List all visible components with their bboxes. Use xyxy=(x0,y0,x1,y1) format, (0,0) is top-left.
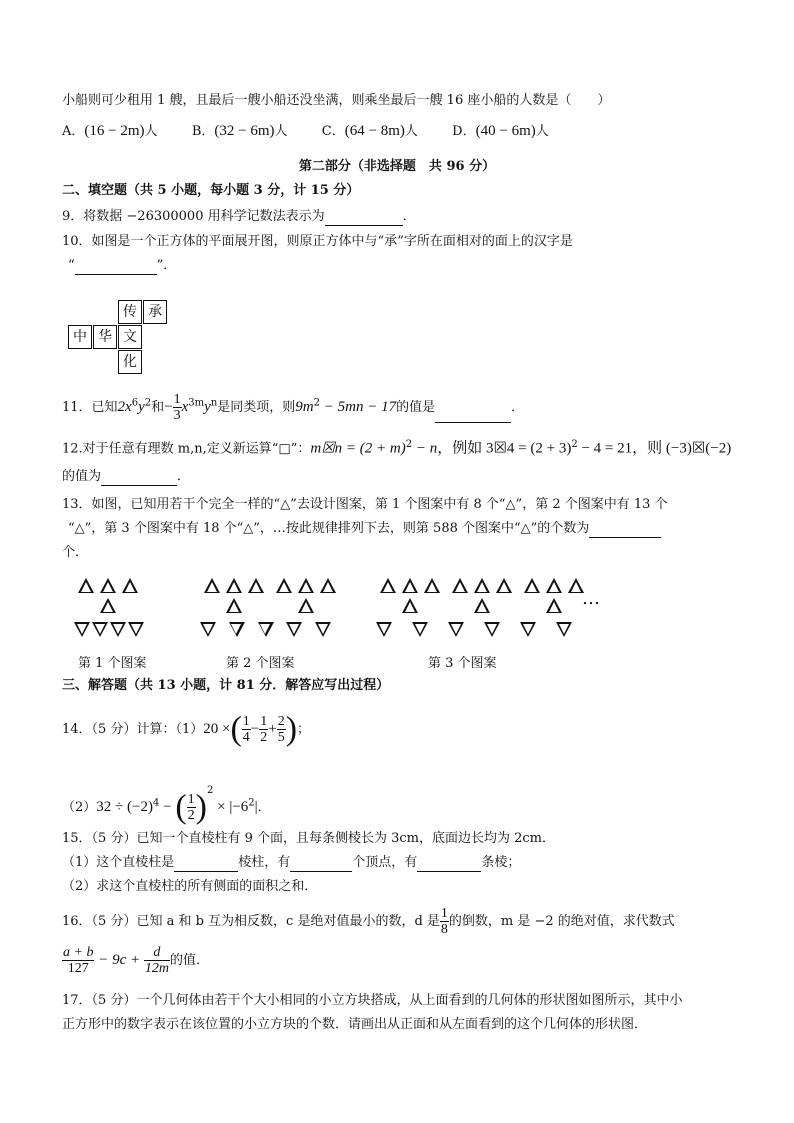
q14-f2-den: 2 xyxy=(260,730,268,745)
q16-l1-a: 16．（5 分）已知 a 和 b 互为相反数，c 是绝对值最小的数，d 是 xyxy=(62,914,440,929)
q10-blank-line xyxy=(68,257,176,275)
option-a[interactable] xyxy=(62,124,158,139)
q17-line1: 17．（5 分）一个几何体由若干个大小相同的小立方块搭成，从上面看到的几何体的形状图如图所示，其中小 xyxy=(62,993,683,1008)
q14-p2-minus: − xyxy=(159,799,176,815)
q14-p2-frac xyxy=(187,792,196,823)
q11-frac-num: 1 xyxy=(173,392,181,407)
pattern-2-up-triangle xyxy=(276,578,292,593)
q12-line2-text: 的值为 xyxy=(62,469,102,484)
net-cell-hua: 华 xyxy=(93,325,117,349)
q14-p2-a-exp: 4 xyxy=(152,797,160,809)
q12-example-exp: 2 xyxy=(571,439,578,450)
q16-frac xyxy=(440,906,449,937)
q15-l2-a: （1）这个直棱柱是 xyxy=(62,855,175,870)
q11-expr: 9m xyxy=(295,399,314,415)
q14-end1: ； xyxy=(297,722,311,737)
option-d-expr: (40 − 6m) xyxy=(475,123,536,139)
pattern-1-down-triangle xyxy=(128,622,144,637)
pattern-1-down-triangle xyxy=(110,622,126,637)
q11-prefix: 11．已知 xyxy=(62,400,118,415)
pattern-2-up-triangle xyxy=(204,578,220,593)
pattern-1-down-triangle xyxy=(74,622,90,637)
q9-answer-blank[interactable] xyxy=(325,211,403,226)
q14-prefix: 14．（5 分）计算：（1） xyxy=(62,722,204,737)
q14-f3-num: 2 xyxy=(277,714,285,729)
pattern-2-down-triangle xyxy=(200,622,216,637)
pattern-3-up-triangle xyxy=(524,578,540,593)
pattern-3-up-triangle xyxy=(424,578,440,593)
option-d-label: D． xyxy=(452,124,476,139)
q9-end: ． xyxy=(402,209,416,224)
pattern-3-up-triangle xyxy=(546,578,562,593)
q11-mid: 是同类项，则 xyxy=(217,400,296,415)
q16-expr-mid: − 9c + xyxy=(94,952,144,968)
q11-exp2: 3m xyxy=(188,397,205,409)
q14-p2-a: 32 ÷ (−2) xyxy=(96,799,153,815)
pattern-3-down-triangle xyxy=(412,622,428,637)
q12-text: 12.对于任意有理数 m,n,定义新运算“□”： xyxy=(62,441,311,457)
pattern-2-down-triangle xyxy=(258,622,274,637)
q11-minus: − xyxy=(164,399,173,415)
q14-p2-abs: |−6 xyxy=(229,799,249,815)
q14-p2-abs-exp: 2 xyxy=(248,797,255,809)
q15-blank-2[interactable] xyxy=(290,857,352,872)
q16-frac-den: 8 xyxy=(440,922,448,937)
pattern-2-up-triangle xyxy=(298,578,314,593)
net-cell-wen: 文 xyxy=(118,325,142,349)
caption-pattern-3: 第 3 个图案 xyxy=(428,656,497,671)
q13-line2-text: “△”，第 3 个图案中有 18 个“△”，…按此规律排列下去，则第 588 个图案中“△”的个数为 xyxy=(68,521,590,536)
q14-op2: + xyxy=(268,721,277,737)
q14-end2: ． xyxy=(257,800,271,815)
q9 xyxy=(62,208,416,226)
pattern-2-down-triangle xyxy=(229,622,245,637)
q14-part2 xyxy=(62,774,271,825)
pattern-3-down-triangle xyxy=(484,622,500,637)
q11-frac-den: 3 xyxy=(173,408,181,423)
pattern-3-down-triangle xyxy=(556,622,572,637)
q16-expr-end: 的值． xyxy=(169,953,209,968)
q15-line2 xyxy=(62,854,520,872)
q11-term2b: y xyxy=(204,399,211,415)
q11-term2: x xyxy=(181,399,189,415)
option-d-unit: 人 xyxy=(535,124,549,139)
q15-blank-1[interactable] xyxy=(174,857,238,872)
q14-op1: − xyxy=(250,721,260,737)
q12-line2 xyxy=(62,468,190,486)
q11-expr-rest: − 5mn − 17 xyxy=(320,399,397,415)
q15-line1: 15．（5 分）已知一个直棱柱有 9 个面，且每条侧棱长为 3cm，底面边长均为 2cm． xyxy=(62,831,556,846)
pattern-2-middle-triangle xyxy=(226,598,242,613)
q10-answer-blank[interactable] xyxy=(75,260,157,275)
caption-pattern-2: 第 2 个图案 xyxy=(226,656,295,671)
q14-p2-open-paren: ( xyxy=(175,788,187,826)
option-a-expr: (16 − 2m) xyxy=(84,123,145,139)
q14-part1 xyxy=(62,712,310,747)
pattern-3-up-triangle xyxy=(380,578,396,593)
pattern-1-up-triangle xyxy=(122,578,138,593)
option-c-label: C． xyxy=(321,124,345,139)
pattern-1-up-triangle xyxy=(100,578,116,593)
q16-expr-frac2-den: 12m xyxy=(144,961,169,976)
q14-lead: 20 × xyxy=(203,721,231,737)
q16-expr-frac2-num: d xyxy=(144,945,170,961)
q14-f2-num: 1 xyxy=(260,714,268,729)
option-b-unit: 人 xyxy=(274,124,288,139)
section3-title: 三、解答题（共 13 小题，计 81 分．解答应写出过程） xyxy=(62,678,390,693)
q14-f1-den: 4 xyxy=(242,730,250,745)
q11 xyxy=(62,392,524,423)
q16-l1-b: 的倒数，m 是 −2 的绝对值，求代数式 xyxy=(448,914,675,929)
q15-l2-d: 条棱； xyxy=(481,855,521,870)
q12-example: ，例如 3☒4 = (2 + 3) xyxy=(437,440,572,457)
q14-p2-frac-num: 1 xyxy=(187,792,195,807)
pattern-3-up-triangle xyxy=(474,578,490,593)
q12-answer-blank[interactable] xyxy=(101,471,177,486)
q11-term1: 2x xyxy=(117,399,132,415)
q14-p2-close-paren: ) xyxy=(195,788,207,826)
pattern-3-middle-triangle xyxy=(402,598,418,613)
pattern-2-up-triangle xyxy=(248,578,264,593)
q16-frac-num: 1 xyxy=(440,906,448,921)
net-cell-zhong: 中 xyxy=(68,325,92,349)
q11-exp1b: 2 xyxy=(144,397,152,409)
section2-title: 二、填空题（共 5 小题，每小题 3 分，计 15 分） xyxy=(62,183,360,198)
q13-line2 xyxy=(68,520,661,538)
option-d[interactable] xyxy=(452,124,549,139)
q12-def-rest: − n xyxy=(412,440,438,457)
q14-f3-den: 5 xyxy=(277,730,285,745)
option-b[interactable] xyxy=(192,124,288,139)
pattern-1-up-triangle xyxy=(78,578,94,593)
option-c-unit: 人 xyxy=(404,124,418,139)
pattern-2-down-triangle xyxy=(315,622,331,637)
q11-fraction xyxy=(173,392,182,423)
net-cell-cheng: 承 xyxy=(143,300,167,324)
q16-expr-frac1-num: a + b xyxy=(63,945,94,960)
q16-expr-frac1 xyxy=(62,945,94,976)
q16-line1 xyxy=(62,906,675,938)
q12-example-rest: − 4 = 21，则 (−3)☒(−2) xyxy=(577,440,732,457)
q12-line1 xyxy=(62,436,731,458)
q10-open-quote: “ xyxy=(68,258,75,273)
option-a-label: A． xyxy=(62,124,85,139)
q15-l2-c: 个顶点，有 xyxy=(352,855,418,870)
pattern-1-middle-triangle xyxy=(100,598,116,613)
pattern-3-up-triangle xyxy=(402,578,418,593)
q14-p2-times: × xyxy=(213,799,230,815)
q15-l2-b: 棱柱，有 xyxy=(238,855,291,870)
q11-answer-blank[interactable] xyxy=(435,408,511,423)
pattern-3-down-triangle xyxy=(448,622,464,637)
q9-text: 9．将数据 −26300000 用科学记数法表示为 xyxy=(62,209,325,224)
q11-term1b: y xyxy=(138,399,145,415)
option-a-unit: 人 xyxy=(144,124,158,139)
q14-f1-num: 1 xyxy=(242,714,250,729)
q16-line2 xyxy=(62,944,209,977)
q13-line1: 13．如图，已知用若干个完全一样的“△”去设计图案，第 1 个图案中有 8 个“△”，第 2 个图案中有 13 个 xyxy=(62,497,668,512)
q14-frac3 xyxy=(277,714,286,745)
q11-expr-exp: 2 xyxy=(313,397,321,409)
option-b-label: B． xyxy=(191,124,215,139)
option-c[interactable] xyxy=(322,124,418,139)
pattern-2-up-triangle xyxy=(320,578,336,593)
pattern-3-middle-triangle xyxy=(546,598,562,613)
net-cell-hua2: 化 xyxy=(118,350,142,374)
q8-options xyxy=(62,122,549,141)
q16-expr-frac2 xyxy=(144,945,170,976)
q12-definition: m☒n = (2 + m) xyxy=(310,440,406,457)
pattern-3-up-triangle xyxy=(452,578,468,593)
q16-expr-frac1-den: 127 xyxy=(67,961,89,976)
pattern-3-middle-triangle xyxy=(474,598,490,613)
pattern-2-down-triangle xyxy=(286,622,302,637)
q11-suffix: 的值是 xyxy=(396,400,436,415)
q11-exp2b: n xyxy=(210,397,218,409)
pattern-3-down-triangle xyxy=(376,622,392,637)
q15-blank-3[interactable] xyxy=(417,857,481,872)
q14-open-paren: ( xyxy=(230,710,242,748)
pattern-3-up-triangle xyxy=(496,578,512,593)
pattern-3-down-triangle xyxy=(520,622,536,637)
q13-line3: 个． xyxy=(62,545,89,560)
q14-frac1 xyxy=(242,714,251,745)
q14-p2-frac-den: 2 xyxy=(187,808,195,823)
q15-line3: （2）求这个直棱柱的所有侧面的面积之和． xyxy=(62,879,318,894)
pattern-1-down-triangle xyxy=(92,622,108,637)
option-b-expr: (32 − 6m) xyxy=(214,123,275,139)
q14-p2-sq: 2 xyxy=(206,785,214,796)
q11-and: 和 xyxy=(151,400,165,415)
q14-p2-abs-end: | xyxy=(254,799,258,815)
q12-end: ． xyxy=(177,469,191,484)
q10-close-quote: ”． xyxy=(156,258,177,273)
q17-line2: 正方形中的数字表示在该位置的小立方块的个数．请画出从正面和从左面看到的这个几何体的形状图． xyxy=(62,1017,648,1032)
q11-end: ． xyxy=(511,400,525,415)
pattern-2-middle-triangle xyxy=(298,598,314,613)
caption-pattern-1: 第 1 个图案 xyxy=(78,656,147,671)
ellipsis: … xyxy=(582,588,602,609)
option-c-expr: (64 − 8m) xyxy=(344,123,405,139)
q12-def-exp: 2 xyxy=(405,439,413,450)
q11-exp1: 6 xyxy=(131,397,139,409)
part2-title: 第二部分（非选择题 共 96 分） xyxy=(298,159,496,174)
q14-p2-label: （2） xyxy=(62,800,97,815)
net-cell-chuan: 传 xyxy=(118,300,142,324)
q10-text: 10．如图是一个正方体的平面展开图，则原正方体中与“承”字所在面相对的面上的汉字是 xyxy=(62,234,573,249)
q8-tail: 小船则可少租用 1 艘，且最后一艘小船还没坐满，则乘坐最后一艘 16 座小船的人数是（ ） xyxy=(62,93,611,108)
q14-frac2 xyxy=(259,714,268,745)
q13-answer-blank[interactable] xyxy=(589,523,661,538)
pattern-2-up-triangle xyxy=(226,578,242,593)
q14-close-paren: ) xyxy=(285,710,298,748)
